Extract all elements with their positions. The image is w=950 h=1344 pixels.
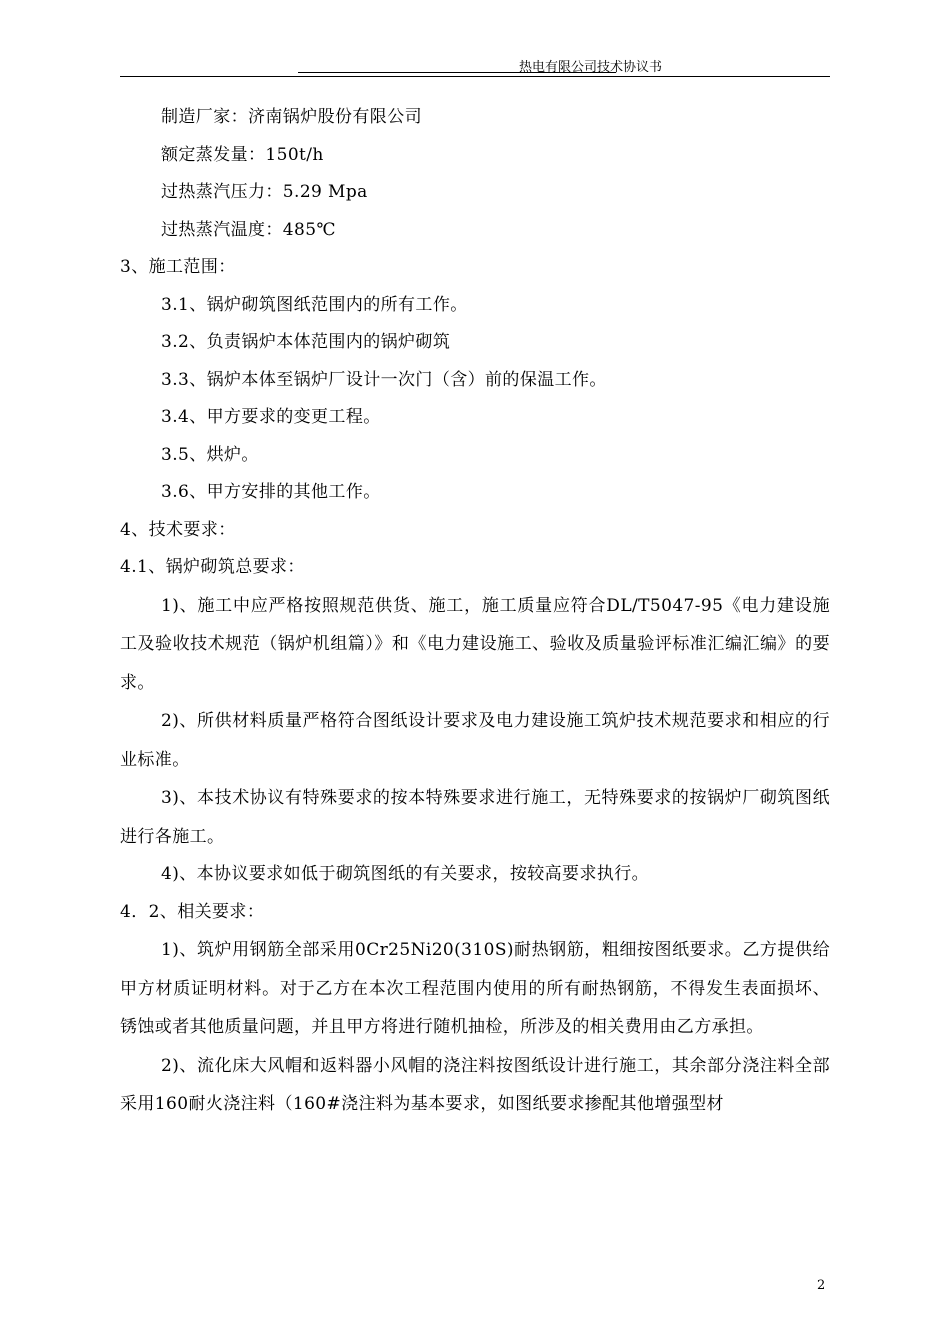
paragraph: 3.2、负责锅炉本体范围内的锅炉砌筑 (161, 332, 451, 352)
subsection-heading: 4．2、相关要求： (120, 901, 265, 922)
paragraph: 3.1、锅炉砌筑图纸范围内的所有工作。 (161, 294, 468, 315)
paragraph: 制造厂家：济南锅炉股份有限公司 (161, 107, 422, 127)
paragraph: 2)、流化床大风帽和返料器小风帽的浇注料按图纸设计进行施工，其余部分浇注料全部采用160耐火浇注料（160#浇注料为基本要求，如图纸要求掺配其他增强型材 (120, 1055, 830, 1114)
paragraph: 过热蒸汽压力：5.29 Mpa (161, 182, 368, 202)
paragraph: 3.3、锅炉本体至锅炉厂设计一次门（含）前的保温工作。 (161, 369, 607, 390)
page-number: 2 (817, 1278, 826, 1293)
document-body (120, 99, 830, 1124)
paragraph: 过热蒸汽温度：485℃ (161, 219, 336, 240)
paragraph: 3.5、烘炉。 (161, 444, 259, 465)
section-heading: 3、施工范围： (120, 257, 236, 277)
section-heading: 4、技术要求： (120, 519, 236, 540)
paragraph: 3.6、甲方安排的其他工作。 (161, 482, 381, 502)
page-header (120, 60, 830, 77)
paragraph: 3.4、甲方要求的变更工程。 (161, 407, 381, 427)
paragraph: 额定蒸发量：150t/h (161, 144, 324, 165)
paragraph: 2)、所供材料质量严格符合图纸设计要求及电力建设施工筑炉技术规范要求和相应的行业标准。 (120, 711, 830, 770)
paragraph: 3)、本技术协议有特殊要求的按本特殊要求进行施工，无特殊要求的按锅炉厂砌筑图纸进行各施工。 (120, 788, 830, 847)
paragraph: 4)、本协议要求如低于砌筑图纸的有关要求，按较高要求执行。 (161, 864, 650, 884)
paragraph: 1)、筑炉用钢筋全部采用0Cr25Ni20(310S)耐热钢筋，粗细按图纸要求。乙方提供给甲方材质证明材料。对于乙方在本次工程范围内使用的所有耐热钢筋，不得发生表面损坏、锈蚀或者其他质量问题，并且甲方将进行随机抽检，所涉及的相关费用由乙方承担。 (120, 940, 830, 1037)
header-title: 热电有限公司技术协议书 (518, 60, 662, 75)
subsection-heading: 4.1、锅炉砌筑总要求： (120, 557, 305, 577)
paragraph: 1)、施工中应严格按照规范供货、施工，施工质量应符合DL/T5047-95《电力建设施工及验收技术规范（锅炉机组篇）》和《电力建设施工、验收及质量验评标准汇编汇编》的要求。 (120, 595, 830, 693)
